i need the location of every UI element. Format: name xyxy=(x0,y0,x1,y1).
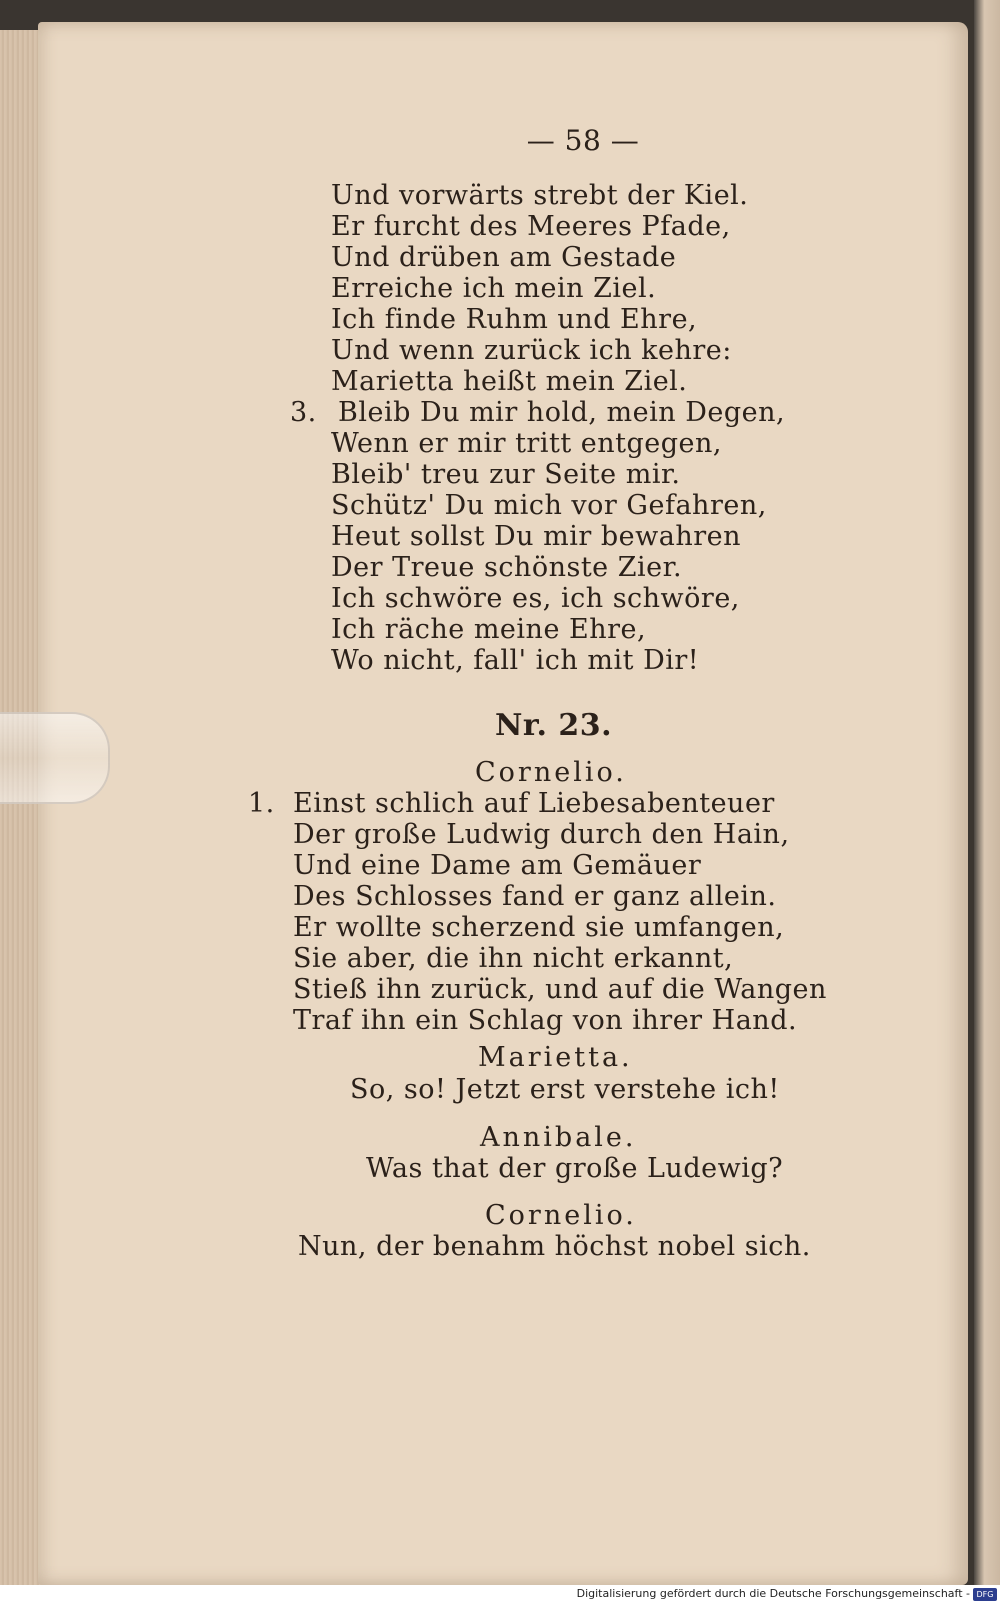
verse-line: Des Schlosses fand er ganz allein. xyxy=(293,881,777,912)
verse-line: Der Treue schönste Zier. xyxy=(331,552,683,583)
speaker-name: Marietta. xyxy=(478,1042,633,1073)
verse-line: Er furcht des Meeres Pfade, xyxy=(331,211,731,242)
verse-line: Sie aber, die ihn nicht erkannt, xyxy=(293,943,734,974)
verse-line: Und eine Dame am Gemäuer xyxy=(293,850,702,881)
verse-line: Bleib' treu zur Seite mir. xyxy=(331,459,681,490)
verse-line: Und drüben am Gestade xyxy=(331,242,677,273)
page-holder-clip xyxy=(0,712,110,804)
verse-line: Ich räche meine Ehre, xyxy=(331,614,647,645)
book-page xyxy=(38,22,968,1585)
verse-line: Traf ihn ein Schlag von ihrer Hand. xyxy=(293,1005,798,1036)
verse-line: Der große Ludwig durch den Hain, xyxy=(293,819,790,850)
digitization-footer xyxy=(0,1585,1000,1604)
dialogue-line: Nun, der benahm höchst nobel sich. xyxy=(298,1231,811,1262)
verse-line: Wo nicht, fall' ich mit Dir! xyxy=(331,645,700,676)
verse-line: Stieß ihn zurück, und auf die Wangen xyxy=(293,974,827,1005)
verse-line: Einst schlich auf Liebesabenteuer xyxy=(293,788,775,819)
dialogue-line: Was that der große Ludewig? xyxy=(366,1153,784,1184)
page-number: — 58 — xyxy=(526,124,640,157)
speaker-name: Annibale. xyxy=(480,1122,637,1153)
adjacent-page-strip xyxy=(974,0,1000,1604)
speaker-name: Cornelio. xyxy=(475,757,627,788)
verse-line: Und vorwärts strebt der Kiel. xyxy=(331,180,749,211)
verse-line: Wenn er mir tritt entgegen, xyxy=(331,428,722,459)
dfg-logo-icon: DFG xyxy=(973,1588,997,1601)
verse-line: Er wollte scherzend sie umfangen, xyxy=(293,912,785,943)
footer-credit: Digitalisierung gefördert durch die Deutsche Forschungsgemeinschaft - xyxy=(576,1587,970,1600)
verse-line: Und wenn zurück ich kehre: xyxy=(331,335,732,366)
verse-line: Erreiche ich mein Ziel. xyxy=(331,273,657,304)
verse-line: Schütz' Du mich vor Gefahren, xyxy=(331,490,767,521)
song-heading: Nr. 23. xyxy=(495,708,613,743)
verse-number: 1. xyxy=(248,788,275,819)
verse-number: 3. xyxy=(290,397,317,428)
verse-line: Marietta heißt mein Ziel. xyxy=(331,366,688,397)
verse-line: Ich finde Ruhm und Ehre, xyxy=(331,304,698,335)
speaker-name: Cornelio. xyxy=(485,1200,637,1231)
dialogue-line: So, so! Jetzt erst verstehe ich! xyxy=(350,1074,780,1105)
verse-line: Bleib Du mir hold, mein Degen, xyxy=(338,397,786,428)
verse-line: Heut sollst Du mir bewahren xyxy=(331,521,741,552)
verse-line: Ich schwöre es, ich schwöre, xyxy=(331,583,740,614)
